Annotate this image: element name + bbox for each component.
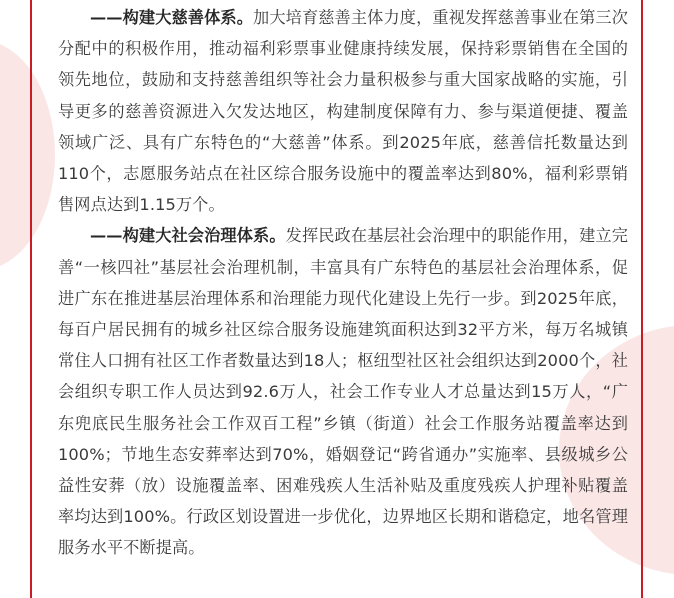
paragraph-charity-system (58, 2, 628, 220)
paragraph-text: 发挥民政在基层社会治理中的职能作用，建立完善“一核四社”基层社会治理机制，丰富具有广东特色的基层社会治理体系，促进广东在推进基层治理体系和治理能力现代化建设上先行一步。到2025年底，每百户居民拥有的城乡社区综合服务设施建筑面积达到32平方米，每万名城镇常住人口拥有社区工作者数量达到18人；枢纽型社区社会组织达到2000个，社会组织专职工作人员达到92.6万人，社会工作专业人才总量达到15万人，“广东兜底民生服务社会工作双百工程”乡镇（街道）社会工作服务站覆盖率达到100%；节地生态安葬率达到70%，婚姻登记“跨省通办”实施率、县级城乡公益性安葬（放）设施覆盖率、困难残疾人生活补贴及重度残疾人护理补贴覆盖率均达到100%。行政区划设置进一步优化，边界地区长期和谐稳定，地名管理服务水平不断提高。 (58, 226, 628, 558)
paragraph-heading: ——构建大社会治理体系。 (90, 226, 286, 246)
paragraph-text: 加大培育慈善主体力度，重视发挥慈善事业在第三次分配中的积极作用，推动福利彩票事业健康持续发展，保持彩票销售在全国的领先地位，鼓励和支持慈善组织等社会力量积极参与重大国家战略的实施，引导更多的慈善资源进入欠发达地区，构建制度保障有力、参与渠道便捷、覆盖领域广泛、具有广东特色的“大慈善”体系。到2025年底，慈善信托数量达到110个，志愿服务站点在社区综合服务设施中的覆盖率达到80%，福利彩票销售网点达到1.15万个。 (58, 8, 628, 215)
right-border-line (641, 0, 643, 598)
left-border-line (30, 0, 32, 598)
paragraph-social-governance (58, 220, 628, 563)
article-body (58, 2, 628, 564)
decorative-circle-left (0, 40, 55, 270)
paragraph-heading: ——构建大慈善体系。 (90, 8, 254, 27)
